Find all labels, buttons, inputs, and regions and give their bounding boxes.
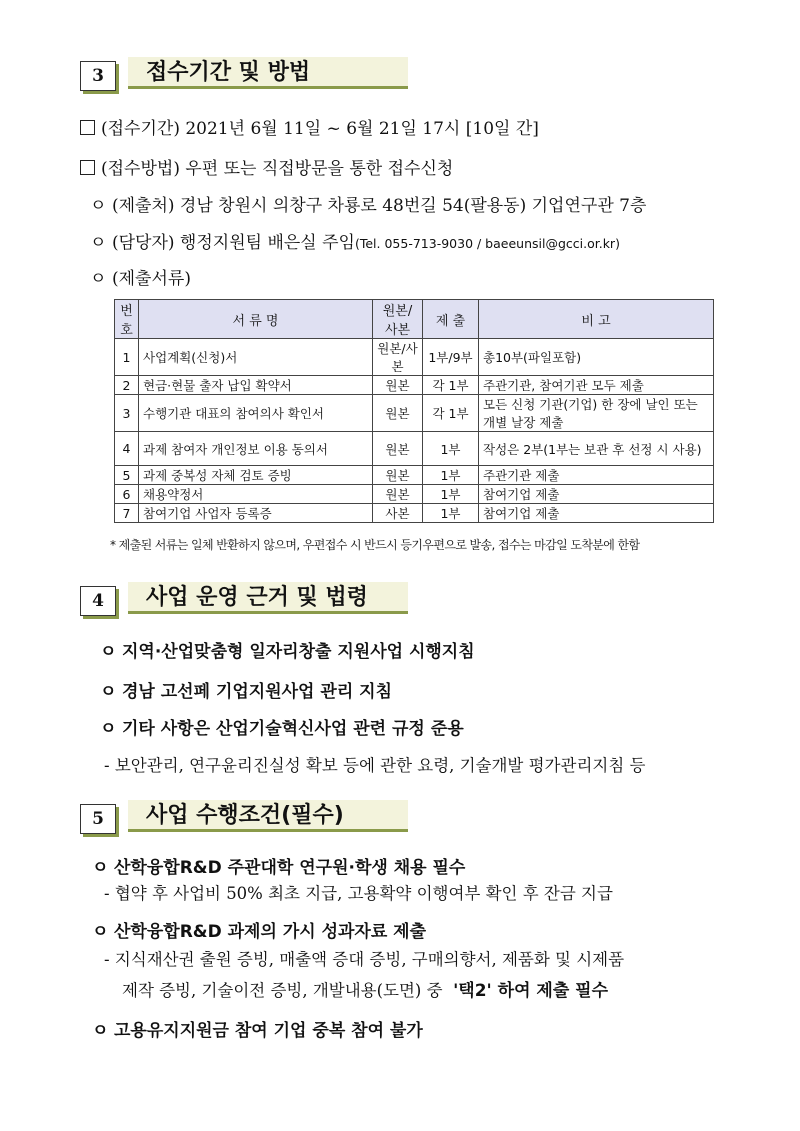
row-remark: 작성은 2부(1부는 보관 후 선정 시 사용) <box>479 432 714 466</box>
row-submit: 각 1부 <box>423 395 479 432</box>
condition-text: 산학융합R&D 주관대학 연구원·학생 채용 필수 <box>114 858 466 878</box>
row-document: 과제 중복성 자체 검토 증빙 <box>139 466 373 485</box>
contact-detail: (Tel. 055-713-9030 / baeeunsil@gcci.or.kr) <box>354 236 620 251</box>
row-number: 5 <box>115 466 139 485</box>
row-number: 4 <box>115 432 139 466</box>
section-title: 사업 운영 근거 및 법령 <box>128 582 408 614</box>
checkbox-icon <box>80 160 95 175</box>
row-number: 3 <box>115 395 139 432</box>
row-document: 참여기업 사업자 등록증 <box>139 504 373 523</box>
submit-place-line <box>90 191 646 216</box>
row-document: 채용약정서 <box>139 485 373 504</box>
row-original: 원본 <box>373 466 423 485</box>
bullet-icon: ㅇ <box>90 196 107 216</box>
table-row <box>115 504 714 523</box>
law-item-1 <box>100 637 475 662</box>
law-item-text: 기타 사항은 산업기술혁신사업 관련 규정 준용 <box>122 719 464 739</box>
period-text: (접수기간) 2021년 6월 11일 ~ 6월 21일 17시 [10일 간] <box>101 119 539 139</box>
law-item-3 <box>100 714 464 739</box>
condition-item-1 <box>92 853 465 878</box>
condition-text: 고용유지지원금 참여 기업 중복 참여 불가 <box>114 1021 423 1041</box>
condition-sub-bold: '택2' 하여 제출 필수 <box>453 981 609 1001</box>
row-document: 수행기관 대표의 참여의사 확인서 <box>139 395 373 432</box>
header-submit: 제 출 <box>423 300 479 339</box>
header-original: 원본/사본 <box>373 300 423 339</box>
submit-place-text: (제출처) 경남 창원시 의창구 차룡로 48번길 54(팔용동) 기업연구관 7층 <box>112 196 647 216</box>
row-remark: 주관기관 제출 <box>479 466 714 485</box>
row-remark: 참여기업 제출 <box>479 485 714 504</box>
law-item-2 <box>100 677 392 702</box>
table-row <box>115 395 714 432</box>
contact-line <box>90 228 620 253</box>
row-number: 1 <box>115 339 139 376</box>
row-number: 6 <box>115 485 139 504</box>
row-submit: 1부 <box>423 485 479 504</box>
checkbox-icon <box>80 120 95 135</box>
row-remark: 모든 신청 기관(기업) 한 장에 날인 또는 개별 날장 제출 <box>479 395 714 432</box>
table-row <box>115 485 714 504</box>
row-submit: 1부 <box>423 466 479 485</box>
bullet-icon: ㅇ <box>100 719 117 739</box>
condition-text: 산학융합R&D 과제의 가시 성과자료 제출 <box>114 922 427 942</box>
header-remark: 비 고 <box>479 300 714 339</box>
bullet-icon: ㅇ <box>92 858 109 878</box>
bullet-icon: ㅇ <box>90 269 107 289</box>
section-number: 5 <box>80 804 116 834</box>
bullet-icon: ㅇ <box>92 1021 109 1041</box>
section-number: 4 <box>80 586 116 616</box>
condition-item-3 <box>92 1016 423 1041</box>
bullet-icon: ㅇ <box>100 642 117 662</box>
law-item-text: 지역·산업맞춤형 일자리창출 지원사업 시행지침 <box>122 642 475 662</box>
row-submit: 1부/9부 <box>423 339 479 376</box>
table-row <box>115 432 714 466</box>
section-number: 3 <box>80 61 116 91</box>
condition-item-1-sub: - 협약 후 사업비 50% 최초 지급, 고용확약 이행여부 확인 후 잔금 지급 <box>104 884 613 903</box>
law-item-text: 경남 고선페 기업지원사업 관리 지침 <box>122 682 393 702</box>
method-line <box>80 154 453 179</box>
header-number: 번호 <box>115 300 139 339</box>
contact-main: (담당자) 행정지원팀 배은실 주임 <box>112 233 355 253</box>
table-note: * 제출된 서류는 일체 반환하지 않으며, 우편접수 시 반드시 등기우편으로 발송, 접수는 마감일 도착분에 한함 <box>110 538 640 552</box>
row-original: 사본 <box>373 504 423 523</box>
row-original: 원본/사본 <box>373 339 423 376</box>
period-line <box>80 114 539 139</box>
documents-label-line <box>90 264 191 289</box>
condition-item-2 <box>92 917 426 942</box>
section-title: 사업 수행조건(필수) <box>128 800 408 832</box>
table-row <box>115 339 714 376</box>
row-number: 7 <box>115 504 139 523</box>
row-original: 원본 <box>373 485 423 504</box>
table-header-row <box>115 300 714 339</box>
documents-label: (제출서류) <box>112 269 191 289</box>
row-remark: 참여기업 제출 <box>479 504 714 523</box>
bullet-icon: ㅇ <box>100 682 117 702</box>
row-document: 현금·현물 출자 납입 확약서 <box>139 376 373 395</box>
row-submit: 1부 <box>423 504 479 523</box>
method-text: (접수방법) 우편 또는 직접방문을 통한 접수신청 <box>101 159 454 179</box>
row-submit: 각 1부 <box>423 376 479 395</box>
row-original: 원본 <box>373 432 423 466</box>
header-document: 서 류 명 <box>139 300 373 339</box>
row-document: 과제 참여자 개인정보 이용 동의서 <box>139 432 373 466</box>
condition-item-2-sub-1: - 지식재산권 출원 증빙, 매출액 증대 증빙, 구매의향서, 제품화 및 시제품 <box>104 950 625 969</box>
section-title: 접수기간 및 방법 <box>128 57 408 89</box>
condition-item-2-sub-2 <box>122 976 608 1001</box>
table-row <box>115 376 714 395</box>
condition-sub-text: 제작 증빙, 기술이전 증빙, 개발내용(도면) 중 <box>122 981 443 1000</box>
row-original: 원본 <box>373 376 423 395</box>
documents-table <box>114 299 714 523</box>
bullet-icon: ㅇ <box>90 233 107 253</box>
bullet-icon: ㅇ <box>92 922 109 942</box>
law-sub: - 보안관리, 연구윤리진실성 확보 등에 관한 요령, 기술개발 평가관리지침 등 <box>104 756 646 775</box>
row-submit: 1부 <box>423 432 479 466</box>
row-number: 2 <box>115 376 139 395</box>
table-row <box>115 466 714 485</box>
row-remark: 주관기관, 참여기관 모두 제출 <box>479 376 714 395</box>
row-remark: 총10부(파일포함) <box>479 339 714 376</box>
row-document: 사업계획(신청)서 <box>139 339 373 376</box>
row-original: 원본 <box>373 395 423 432</box>
